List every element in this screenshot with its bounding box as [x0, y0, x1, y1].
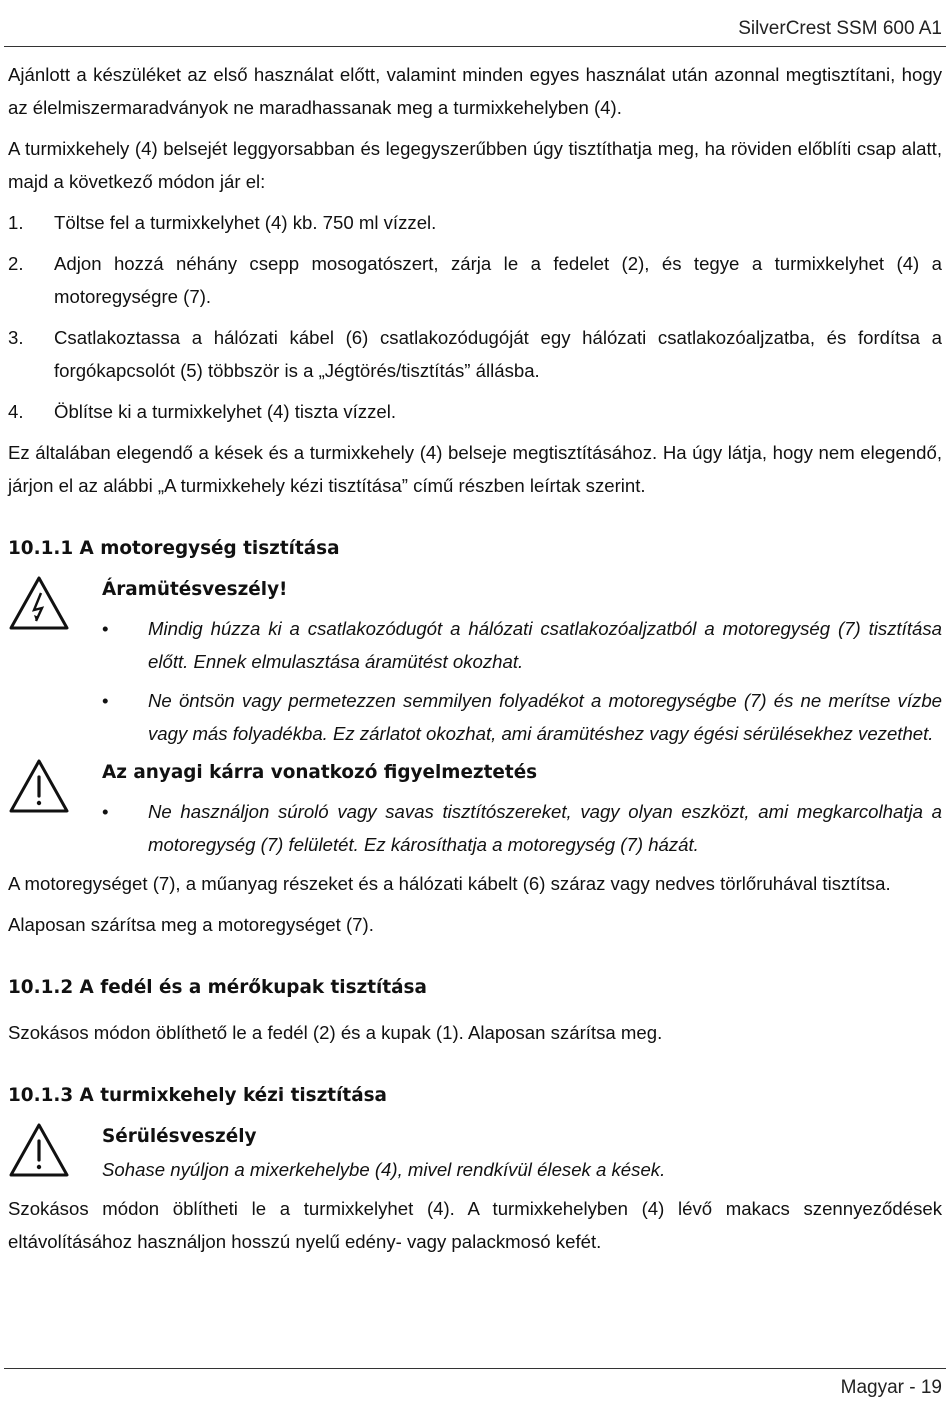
after-steps-paragraph: Ez általában elegendő a kések és a turmixkehely (4) belseje megtisztításához. Ha úgy látja, hogy nem elegendő, járjon el az alábbi „A turmixkehely kézi tisztítása” című részben leírtak szerint. — [8, 442, 942, 496]
electric-hazard-icon — [8, 575, 70, 631]
bullet-mark: • — [102, 801, 109, 822]
bullet-text: Mindig húzza ki a csatlakozódugót a hálózati csatlakozóaljzatból a motoregység (7) tisztítása előtt. Ennek elmulasztása áramütést okozhat. — [148, 618, 942, 672]
warning-bullet — [102, 795, 942, 861]
warning-text: Sohase nyúljon a mixerkehelybe (4), mivel rendkívül élesek a kések. — [102, 1159, 666, 1180]
heading-10-1-2: 10.1.2 A fedél és a mérőkupak tisztítása — [8, 977, 427, 998]
bullet-text: Ne használjon súroló vagy savas tisztítószereket, vagy olyan eszközt, ami megkarcolhatja a motoregység (7) felületét. Ez károsíthatja a motoregység (7) házát. — [148, 801, 942, 855]
step-text: Csatlakoztassa a hálózati kábel (6) csatlakozódugóját egy hálózati csatlakozóaljzatba, és fordítsa a forgókapcsolót (5) többször is a „Jégtörés/tisztítás” állásba. — [54, 327, 942, 381]
bullet-mark: • — [102, 690, 109, 711]
step-2 — [8, 247, 942, 313]
step-text: Töltse fel a turmixkelyhet (4) kb. 750 ml vízzel. — [54, 212, 437, 233]
warning-title: Sérülésveszély — [102, 1126, 257, 1147]
heading-10-1-3: 10.1.3 A turmixkehely kézi tisztítása — [8, 1085, 387, 1106]
heading-10-1-1: 10.1.1 A motoregység tisztítása — [8, 538, 340, 559]
intro-paragraph-1: Ajánlott a készüléket az első használat előtt, valamint minden egyes használat után azonnal megtisztítani, hogy az élelmiszermaradványok ne maradhassanak meg a turmixkehelyben (4). — [8, 64, 942, 118]
injury-warning — [8, 1120, 942, 1186]
bullet-mark: • — [102, 618, 109, 639]
footer-rule — [4, 1368, 946, 1369]
intro-paragraph-2: A turmixkehely (4) belsejét leggyorsabban és legegyszerűbben úgy tisztíthatja meg, ha röviden előblíti csap alatt, majd a következő módon jár el: — [8, 138, 942, 192]
warning-title: Az anyagi kárra vonatkozó figyelmeztetés — [102, 762, 538, 783]
lid-cleaning-paragraph: Szokásos módon öblíthető le a fedél (2) és a kupak (1). Alaposan szárítsa meg. — [8, 1022, 663, 1043]
header-title: SilverCrest SSM 600 A1 — [738, 18, 942, 39]
step-number: 4. — [8, 401, 24, 422]
warning-bullet — [102, 612, 942, 678]
step-number: 1. — [8, 212, 24, 233]
page-number: Magyar - 19 — [840, 1377, 942, 1398]
step-number: 3. — [8, 327, 24, 348]
step-4 — [8, 395, 942, 428]
bullet-text: Ne öntsön vagy permetezzen semmilyen folyadékot a motoregységbe (7) és ne merítse vízbe vagy más folyadékba. Ez zárlatot okozhat, ami áramütéshez vagy égési sérülésekhez vezethet. — [148, 690, 942, 744]
page-content — [8, 58, 942, 1258]
step-text: Adjon hozzá néhány csepp mosogatószert, zárja le a fedelet (2), és tegye a turmixkelyhet (4) a motoregységre (7). — [54, 253, 942, 307]
electric-warning — [8, 573, 942, 750]
material-damage-warning — [8, 756, 942, 861]
header-rule — [4, 46, 946, 47]
jar-cleaning-paragraph: Szokásos módon öblítheti le a turmixkelyhet (4). A turmixkehelyben (4) lévő makacs szennyeződések eltávolításához használjon hosszú nyelű edény- vagy palackmosó kefét. — [8, 1198, 942, 1252]
step-number: 2. — [8, 253, 24, 274]
motor-drying-paragraph: Alaposan szárítsa meg a motoregységet (7). — [8, 914, 374, 935]
warning-bullet — [102, 684, 942, 750]
caution-icon — [8, 758, 70, 814]
step-3 — [8, 321, 942, 387]
motor-cleaning-paragraph: A motoregységet (7), a műanyag részeket és a hálózati kábelt (6) száraz vagy nedves törlőruhával tisztítsa. — [8, 873, 891, 894]
caution-icon — [8, 1122, 70, 1178]
step-text: Öblítse ki a turmixkelyhet (4) tiszta vízzel. — [54, 401, 397, 422]
step-1 — [8, 206, 942, 239]
warning-title: Áramütésveszély! — [102, 579, 288, 600]
